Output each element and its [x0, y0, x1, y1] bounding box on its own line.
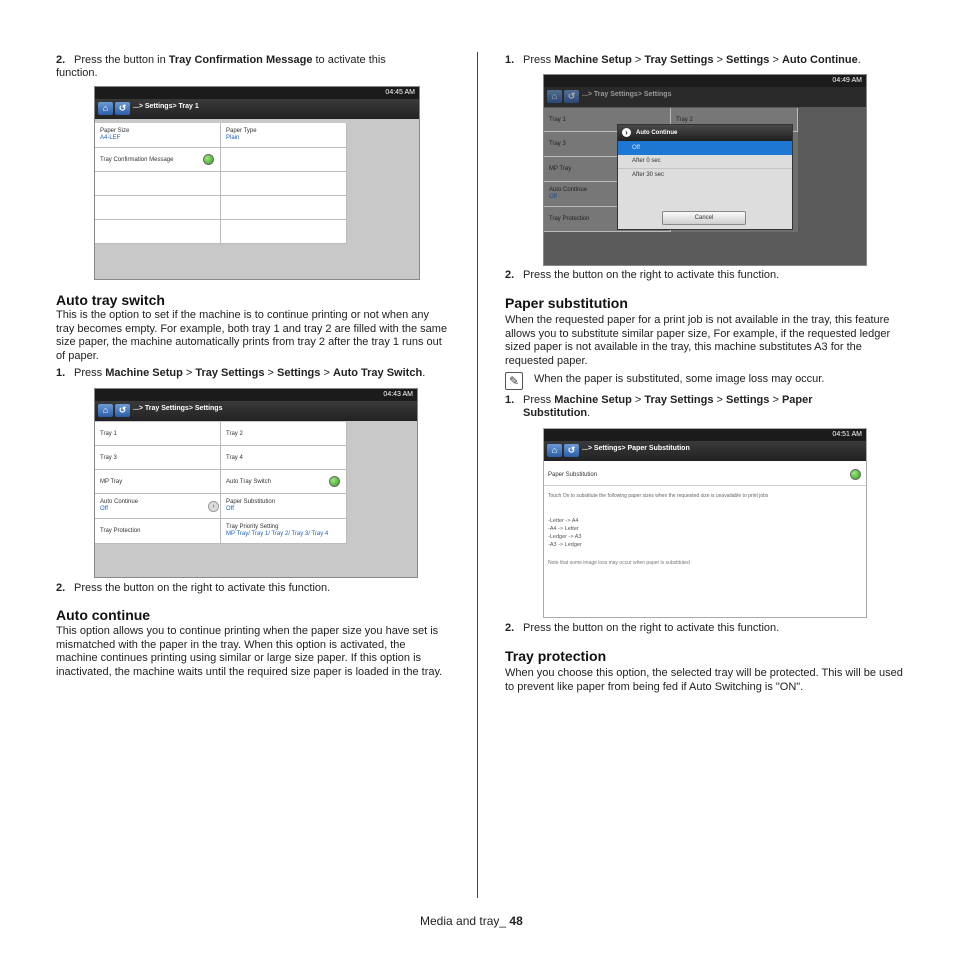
dialog-title: Auto Continue	[636, 130, 678, 136]
cell-label: Tray 2	[676, 117, 693, 123]
screenshot-tray1	[94, 86, 420, 280]
cell-value: Plain	[226, 135, 240, 141]
step-auto-tray	[56, 367, 456, 380]
step-number: 1.	[505, 54, 515, 66]
chevron-right-icon[interactable]: ›	[208, 501, 219, 512]
section-heading-paper-substitution	[505, 295, 628, 311]
cell-label: Tray 2	[226, 431, 243, 437]
step-auto-continue	[505, 54, 905, 67]
step-text: Press	[523, 394, 555, 406]
cell-value: Off	[100, 506, 108, 512]
step-sep: >	[713, 394, 726, 406]
breadcrumb: ...> Settings> Paper Substitution	[582, 445, 690, 452]
step-paper-substitution	[505, 394, 865, 420]
step-text: to activate this function.	[56, 54, 386, 79]
screenshot-paper-substitution	[543, 428, 867, 618]
step-bold-term: Tray Confirmation Message	[168, 54, 313, 66]
cell-label: Auto Continue	[549, 187, 588, 193]
screenshot-tray-settings	[94, 388, 418, 578]
cell-label: Tray 3	[549, 141, 566, 147]
substitution-note: Note that some image loss may occur when paper is substituted	[548, 560, 690, 566]
paper-type-cell[interactable]	[221, 123, 347, 148]
cell-label: MP Tray	[100, 479, 123, 485]
cell-label: Tray 1	[100, 431, 117, 437]
step-text: Press	[74, 367, 106, 379]
step-sep: >	[182, 367, 196, 379]
cell-label: MP Tray	[549, 166, 572, 172]
auto-tray-switch-cell[interactable]	[221, 470, 347, 494]
breadcrumb: ...> Tray Settings> Settings	[582, 91, 672, 98]
step-text: Press the button in	[74, 54, 169, 66]
button-label: Cancel	[694, 215, 714, 221]
cell-label: Tray 1	[549, 117, 566, 123]
step-bold-term: Settings	[725, 394, 770, 406]
auto-continue-dialog	[617, 124, 793, 230]
clock: 04:49 AM	[832, 77, 862, 84]
cell-label: Auto Tray Switch	[226, 479, 272, 485]
option-label: After 30 sec	[632, 172, 665, 178]
step-number: 1.	[56, 367, 66, 379]
clock: 04:45 AM	[385, 89, 415, 96]
step-sep: >	[631, 54, 645, 66]
step-number: 2.	[56, 582, 66, 594]
title-bar	[95, 401, 417, 421]
empty-cell	[221, 220, 347, 244]
section-heading-auto-continue	[56, 607, 150, 623]
paper-size-cell[interactable]	[95, 123, 221, 148]
title-bar	[544, 441, 866, 461]
breadcrumb: ...> Tray Settings> Settings	[133, 405, 223, 412]
tray2-cell[interactable]	[221, 422, 347, 446]
cell-label: Paper Type	[226, 128, 257, 134]
back-icon[interactable]: ↺	[115, 404, 130, 417]
substitution-description: Touch On to substitute the following paper sizes when the requested size is unavailable to print jobs	[548, 493, 769, 499]
cell-value: A4-LEF	[100, 135, 121, 141]
auto-continue-body: This option allows you to continue printing when the paper size you have set is mismatched with the paper in the tray. When this option is activated, the machine continues printing using similar or large size paper. If this option is inactivated, the machine waits until the required size paper is loaded in the tray.	[56, 625, 443, 678]
paper-substitution-row[interactable]	[544, 465, 866, 486]
paper-substitution-body: When the requested paper for a print job is not available in the tray, this feature allows you to substitute similar paper size, For example, if the requested ledger sized paper is not available in the tray, this machine substitutes A3 for the requested paper.	[505, 314, 891, 367]
step-text: Press the button on the right to activate this function.	[74, 582, 331, 594]
step-number: 2.	[56, 54, 66, 66]
step-activate-paper-sub	[505, 622, 905, 635]
step-bold-term: Auto Tray Switch	[332, 367, 423, 379]
page-footer	[420, 914, 523, 928]
step-bold-term: Tray Settings	[644, 394, 714, 406]
step-bold-term: Tray Settings	[644, 54, 714, 66]
status-bar	[95, 389, 417, 401]
toggle-on-icon[interactable]	[850, 469, 861, 480]
toggle-on-icon[interactable]	[203, 154, 214, 165]
tray1-cell[interactable]	[95, 422, 221, 446]
cell-label: Paper Substitution	[226, 499, 276, 505]
paper-substitution-note: When the paper is substituted, some image loss may occur.	[534, 373, 825, 385]
page-number: 48	[509, 914, 523, 928]
column-divider	[477, 52, 478, 898]
clock: 04:51 AM	[832, 431, 862, 438]
cell-label: Tray Confirmation Message	[100, 157, 174, 163]
empty-cell	[221, 148, 347, 172]
tray-protection-body: When you choose this option, the selected tray will be protected. This will be used to prevent like paper from being fed if Auto Switching is "ON".	[505, 667, 903, 693]
step-bold-term: Auto Continue	[781, 54, 858, 66]
empty-cell	[95, 220, 221, 244]
option-after-0-sec[interactable]	[618, 155, 792, 169]
title-bar	[95, 99, 419, 119]
tray-confirm-cell[interactable]	[95, 148, 221, 172]
step-bold-term: Settings	[725, 54, 770, 66]
cell-label: Tray Priority Setting	[226, 524, 279, 530]
paper-substitution-cell[interactable]	[221, 494, 347, 519]
empty-cell	[221, 172, 347, 196]
back-icon[interactable]: ↺	[564, 444, 579, 457]
step-text: .	[422, 367, 426, 379]
auto-tray-body: This is the option to set if the machine is to continue printing or not when any tray becomes empty. For example, both tray 1 and tray 2 are filled with the same size paper, the machine automatically prints from tray 2 after the tray 1 runs out of paper.	[56, 309, 448, 362]
dialog-header	[618, 125, 792, 141]
substitution-mappings	[548, 517, 582, 549]
status-bar	[544, 75, 866, 87]
step-bold-term: Paper Substitution	[523, 394, 813, 419]
auto-continue-cell[interactable]	[95, 494, 221, 519]
footer-text: Media and tray_	[420, 914, 510, 928]
option-after-30-sec[interactable]	[618, 169, 792, 182]
mp-tray-cell[interactable]	[95, 470, 221, 494]
step-text: .	[857, 54, 861, 66]
clock: 04:43 AM	[383, 391, 413, 398]
cell-label: Tray 4	[226, 455, 243, 461]
back-icon[interactable]: ↺	[115, 102, 130, 115]
option-off[interactable]	[618, 141, 792, 155]
tray3-cell[interactable]	[95, 446, 221, 470]
mapping-item: -A3 -> Ledger	[548, 542, 582, 548]
cell-label: Tray Protection	[549, 216, 590, 222]
step-activate-auto-tray	[56, 582, 456, 595]
section-heading-tray-protection	[505, 648, 606, 664]
title-bar	[544, 87, 866, 107]
step-text: Press the button on the right to activate this function.	[523, 269, 780, 281]
mapping-item: -Ledger -> A3	[548, 534, 582, 540]
empty-cell	[95, 196, 221, 220]
step-number: 1.	[505, 394, 515, 406]
breadcrumb: ...> Settings> Tray 1	[133, 103, 199, 110]
step-text: Press	[523, 54, 555, 66]
heading-text: Auto continue	[56, 607, 151, 623]
step-sep: >	[769, 54, 782, 66]
step-bold-term: Settings	[276, 367, 321, 379]
cell-value: Off	[226, 506, 234, 512]
step-sep: >	[631, 394, 645, 406]
cancel-button[interactable]	[662, 211, 746, 225]
step-bold-term: Tray Settings	[195, 367, 265, 379]
tray-priority-cell[interactable]	[221, 519, 347, 544]
empty-cell	[95, 172, 221, 196]
step-sep: >	[320, 367, 333, 379]
home-icon[interactable]: ⌂	[547, 90, 562, 103]
step-number: 2.	[505, 269, 515, 281]
section-heading-auto-tray	[56, 292, 165, 308]
step-sep: >	[713, 54, 726, 66]
tray-protection-cell[interactable]	[95, 519, 221, 544]
note-pencil-icon: ✎	[505, 372, 523, 390]
back-icon[interactable]: ↺	[564, 90, 579, 103]
chevron-right-icon: ›	[622, 128, 631, 137]
heading-text: Paper substitution	[505, 295, 628, 311]
step-sep: >	[769, 394, 782, 406]
home-icon[interactable]: ⌂	[98, 404, 113, 417]
step-choose-option	[505, 269, 905, 282]
empty-cell	[221, 196, 347, 220]
step-text: .	[587, 407, 591, 419]
option-label: Off	[632, 145, 640, 151]
heading-text: Auto tray switch	[56, 292, 165, 308]
heading-text: Tray protection	[505, 648, 607, 664]
home-icon[interactable]: ⌂	[547, 444, 562, 457]
step-sep: >	[264, 367, 277, 379]
step-bold-term: Machine Setup	[105, 367, 183, 379]
row-label: Paper Substitution	[548, 472, 598, 478]
cell-label: Tray 3	[100, 455, 117, 461]
status-bar	[95, 87, 419, 99]
cell-label: Paper Size	[100, 128, 130, 134]
step-bold-term: Machine Setup	[554, 54, 632, 66]
cell-label: Tray Protection	[100, 528, 141, 534]
cell-value: MP Tray/ Tray 1/ Tray 2/ Tray 3/ Tray 4	[226, 531, 329, 537]
step-number: 2.	[505, 622, 515, 634]
step-text: Press the button on the right to activate this function.	[523, 622, 780, 634]
mapping-item: -Letter -> A4	[548, 518, 579, 524]
screenshot-auto-continue-dialog	[543, 74, 867, 266]
cell-label: Auto Continue	[100, 499, 139, 505]
toggle-on-icon[interactable]	[329, 476, 340, 487]
status-bar	[544, 429, 866, 441]
tray4-cell[interactable]	[221, 446, 347, 470]
option-label: After 0 sec	[632, 158, 661, 164]
step-bold-term: Machine Setup	[554, 394, 632, 406]
cell-value: Off	[549, 194, 557, 200]
step-confirm-message	[56, 54, 426, 80]
home-icon[interactable]: ⌂	[98, 102, 113, 115]
mapping-item: -A4 -> Letter	[548, 526, 579, 532]
